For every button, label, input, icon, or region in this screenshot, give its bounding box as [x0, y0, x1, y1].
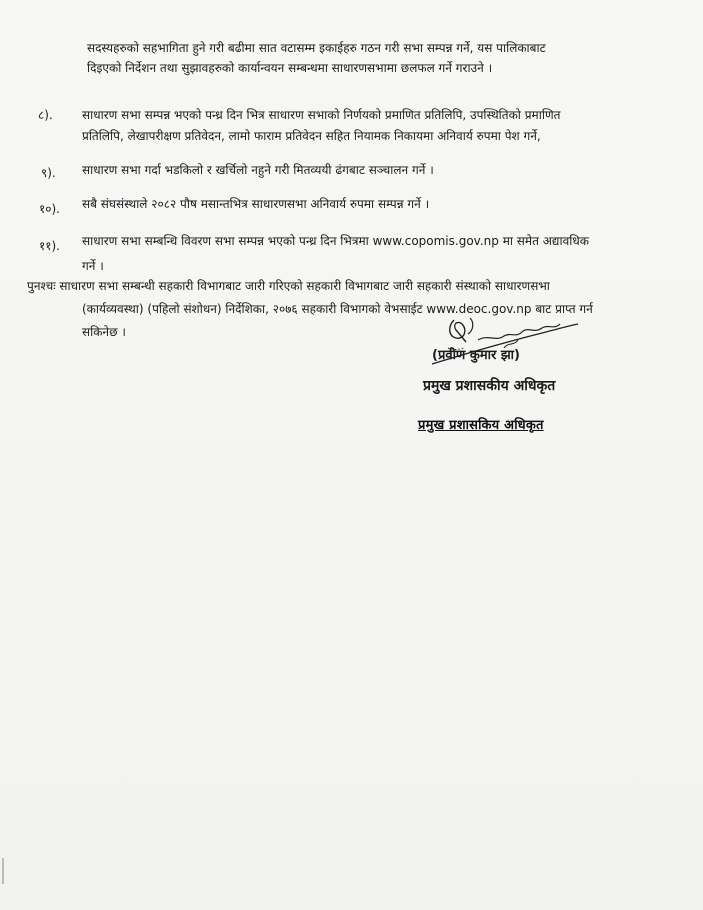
item-number: १०). — [39, 202, 60, 216]
item-line: साधारण सभा गर्दा भडकिलो र खर्चिलो नहुने गरी मितव्ययी ढंगबाट सञ्चालन गर्ने । — [82, 163, 434, 177]
item-line: साधारण सभा सम्बन्धि विवरण सभा सम्पन्न भएको पन्ध्र दिन भित्रमा www.copomis.gov.np मा समेत अद्यावधिक — [82, 234, 589, 248]
item-line: साधारण सभा सम्पन्न भएको पन्ध्र दिन भित्र साधारण सभाको निर्णयको प्रमाणित प्रतिलिपि, उपस्थितिको प्रमाणित — [82, 108, 561, 122]
official-stamp: प्रमुख प्रशासकिय अधिकृत — [418, 418, 544, 433]
scan-edge-mark — [2, 858, 4, 884]
item-line: गर्ने । — [82, 259, 104, 273]
intro-line-2: दिइएको निर्देशन तथा सुझावहरुको कार्यान्वयन सम्बन्धमा साधारणसभामा छलफल गर्ने गराउने । — [87, 61, 493, 75]
item-line: प्रतिलिपि, लेखापरीक्षण प्रतिवेदन, लामो फाराम प्रतिवेदन सहित नियामक निकायमा अनिवार्य रुपमा पेश गर्ने, — [82, 129, 541, 143]
item-number: ८). — [38, 108, 53, 122]
intro-line-1: सदस्यहरुको सहभागिता हुने गरी बढीमा सात वटासम्म इकाईहरु गठन गरी सभा सम्पन्न गर्ने, यस पालिकाबाट — [87, 41, 546, 55]
signature-block — [418, 312, 608, 442]
item-number: ११). — [39, 239, 60, 253]
postscript-line: सकिनेछ । — [82, 325, 126, 339]
signatory-name: (प्रवीण कुमार झा) — [432, 348, 520, 363]
item-number: ९). — [41, 166, 56, 180]
item-line: सबै संघसंस्थाले २०८२ पौष मसान्तभित्र साधारणसभा अनिवार्य रुपमा सम्पन्न गर्ने । — [82, 197, 430, 211]
handwritten-signature — [418, 312, 608, 372]
signatory-designation: प्रमुख प्रशासकीय अधिकृत — [423, 378, 556, 394]
postscript-line: (कार्यव्यवस्था) (पहिलो संशोधन) निर्देशिका, २०७६ सहकारी विभागको वेभसाईट www.deoc.gov.np बाट प्राप्त गर्न — [82, 302, 593, 316]
postscript-line: पुनश्चः साधारण सभा सम्बन्धी सहकारी विभागबाट जारी गरिएको सहकारी विभागबाट जारी सहकारी संस्थाको साधारणसभा — [27, 279, 550, 293]
